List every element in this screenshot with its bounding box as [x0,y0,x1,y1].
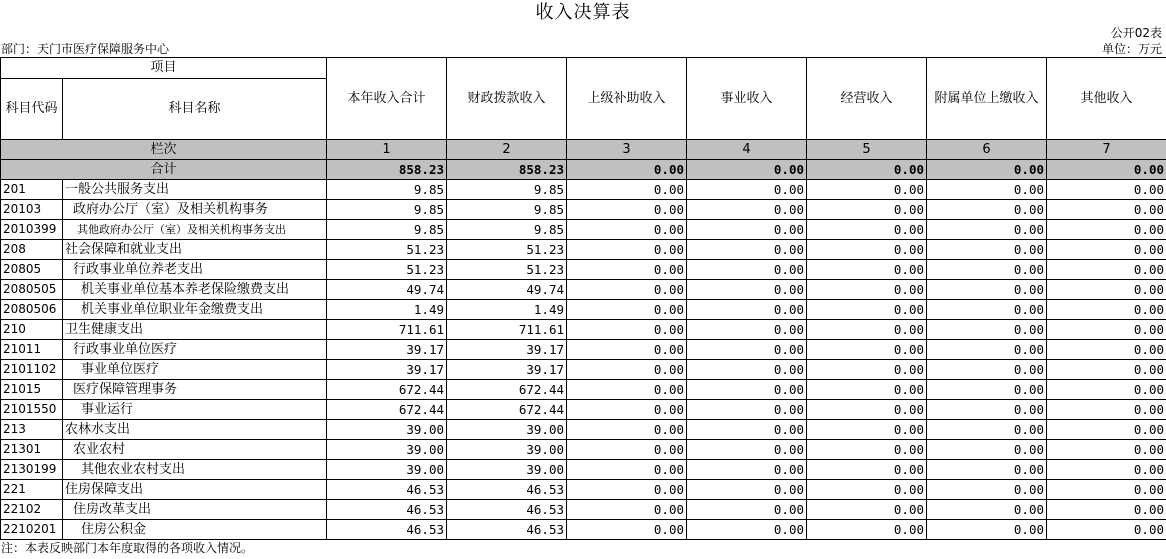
total-value: 0.00 [927,160,1047,180]
subject-code: 2101102 [1,360,63,380]
amount-cell: 39.17 [327,360,447,380]
amount-cell: 0.00 [927,320,1047,340]
amount-cell: 46.53 [447,480,567,500]
amount-cell: 0.00 [927,420,1047,440]
amount-cell: 39.00 [447,440,567,460]
total-value: 0.00 [567,160,687,180]
amount-cell: 0.00 [567,380,687,400]
total-value: 858.23 [447,160,567,180]
subject-name: 政府办公厅（室）及相关机构事务 [63,200,327,220]
amount-cell: 0.00 [567,460,687,480]
amount-cell: 711.61 [447,320,567,340]
amount-cell: 46.53 [447,500,567,520]
amount-cell: 0.00 [1047,260,1166,280]
total-value: 858.23 [327,160,447,180]
amount-cell: 0.00 [1047,380,1166,400]
amount-cell: 0.00 [687,480,807,500]
subject-name: 其他政府办公厅（室）及相关机构事务支出 [63,220,327,240]
amount-cell: 0.00 [687,220,807,240]
header-code: 科目代码 [1,79,63,140]
amount-cell: 0.00 [567,200,687,220]
index-number: 1 [327,140,447,160]
unit-label: 单位：万元 [1101,42,1162,56]
header-col-5: 经营收入 [807,58,927,140]
amount-cell: 0.00 [687,300,807,320]
amount-cell: 0.00 [807,260,927,280]
amount-cell: 0.00 [567,400,687,420]
amount-cell: 0.00 [567,500,687,520]
amount-cell: 46.53 [447,520,567,540]
amount-cell: 0.00 [567,440,687,460]
subject-name: 一般公共服务支出 [63,180,327,200]
index-number: 2 [447,140,567,160]
amount-cell: 0.00 [687,360,807,380]
subject-name: 事业单位医疗 [63,360,327,380]
subject-name: 事业运行 [63,400,327,420]
amount-cell: 0.00 [687,260,807,280]
amount-cell: 0.00 [567,520,687,540]
amount-cell: 0.00 [1047,520,1166,540]
amount-cell: 0.00 [927,220,1047,240]
amount-cell: 9.85 [327,200,447,220]
subject-name: 卫生健康支出 [63,320,327,340]
amount-cell: 0.00 [807,300,927,320]
amount-cell: 0.00 [807,480,927,500]
amount-cell: 51.23 [447,240,567,260]
amount-cell: 9.85 [327,220,447,240]
amount-cell: 51.23 [327,240,447,260]
index-number: 4 [687,140,807,160]
header-col-1: 本年收入合计 [327,58,447,140]
subject-code: 2130199 [1,460,63,480]
amount-cell: 0.00 [927,440,1047,460]
amount-cell: 0.00 [687,440,807,460]
subject-name: 农林水支出 [63,420,327,440]
total-value: 0.00 [807,160,927,180]
amount-cell: 0.00 [567,480,687,500]
amount-cell: 711.61 [327,320,447,340]
amount-cell: 39.00 [327,440,447,460]
amount-cell: 0.00 [567,300,687,320]
subject-code: 21301 [1,440,63,460]
subject-name: 其他农业农村支出 [63,460,327,480]
header-col-4: 事业收入 [687,58,807,140]
amount-cell: 0.00 [927,520,1047,540]
amount-cell: 9.85 [327,180,447,200]
amount-cell: 0.00 [1047,400,1166,420]
amount-cell: 0.00 [927,460,1047,480]
table-row [1,400,1166,420]
subject-code: 208 [1,240,63,260]
amount-cell: 0.00 [807,200,927,220]
amount-cell: 0.00 [807,240,927,260]
table-row [1,500,1166,520]
amount-cell: 0.00 [567,340,687,360]
amount-cell: 0.00 [927,280,1047,300]
amount-cell: 39.17 [327,340,447,360]
subject-name: 机关事业单位基本养老保险缴费支出 [63,280,327,300]
subject-name: 社会保障和就业支出 [63,240,327,260]
amount-cell: 0.00 [1047,320,1166,340]
index-number: 5 [807,140,927,160]
amount-cell: 1.49 [447,300,567,320]
amount-cell: 672.44 [447,380,567,400]
page-title: 收入决算表 [535,2,631,23]
amount-cell: 9.85 [447,220,567,240]
amount-cell: 39.17 [447,340,567,360]
index-number: 7 [1047,140,1166,160]
header-name: 科目名称 [63,79,327,140]
header-col-3: 上级补助收入 [567,58,687,140]
amount-cell: 0.00 [567,320,687,340]
subject-code: 22102 [1,500,63,520]
index-label: 栏次 [1,140,327,160]
amount-cell: 0.00 [1047,460,1166,480]
table-row [1,460,1166,480]
amount-cell: 9.85 [447,200,567,220]
total-label: 合计 [1,160,327,180]
subject-name: 行政事业单位养老支出 [63,260,327,280]
amount-cell: 39.00 [447,420,567,440]
header-item: 项目 [1,58,327,79]
amount-cell: 0.00 [687,520,807,540]
amount-cell: 0.00 [807,440,927,460]
amount-cell: 0.00 [927,400,1047,420]
amount-cell: 0.00 [1047,240,1166,260]
table-row [1,480,1166,500]
subject-code: 21015 [1,380,63,400]
department-label: 部门：天门市医疗保障服务中心 [1,42,170,56]
table-row [1,380,1166,400]
amount-cell: 0.00 [687,180,807,200]
amount-cell: 0.00 [687,320,807,340]
table-row [1,360,1166,380]
subject-code: 21011 [1,340,63,360]
amount-cell: 46.53 [327,520,447,540]
amount-cell: 0.00 [927,260,1047,280]
amount-cell: 0.00 [1047,360,1166,380]
table-row [1,180,1166,200]
amount-cell: 0.00 [807,220,927,240]
form-number: 公开02表 [1110,26,1162,40]
amount-cell: 46.53 [327,500,447,520]
amount-cell: 0.00 [927,200,1047,220]
amount-cell: 0.00 [1047,180,1166,200]
amount-cell: 0.00 [687,460,807,480]
amount-cell: 39.00 [447,460,567,480]
amount-cell: 0.00 [567,240,687,260]
subject-code: 20805 [1,260,63,280]
amount-cell: 0.00 [1047,440,1166,460]
total-value: 0.00 [687,160,807,180]
amount-cell: 0.00 [807,340,927,360]
amount-cell: 0.00 [687,500,807,520]
amount-cell: 0.00 [567,280,687,300]
subject-code: 210 [1,320,63,340]
table-row [1,520,1166,540]
subject-code: 213 [1,420,63,440]
amount-cell: 672.44 [327,400,447,420]
index-number: 3 [567,140,687,160]
amount-cell: 0.00 [807,320,927,340]
index-number: 6 [927,140,1047,160]
amount-cell: 39.00 [327,460,447,480]
subject-code: 2010399 [1,220,63,240]
table-row [1,420,1166,440]
amount-cell: 0.00 [687,400,807,420]
amount-cell: 39.17 [447,360,567,380]
subject-code: 2210201 [1,520,63,540]
amount-cell: 672.44 [447,400,567,420]
table-row [1,320,1166,340]
header-col-7: 其他收入 [1047,58,1166,140]
amount-cell: 0.00 [1047,480,1166,500]
subject-name: 行政事业单位医疗 [63,340,327,360]
amount-cell: 0.00 [567,260,687,280]
amount-cell: 0.00 [807,380,927,400]
amount-cell: 0.00 [567,420,687,440]
subject-name: 住房保障支出 [63,480,327,500]
amount-cell: 0.00 [1047,500,1166,520]
amount-cell: 0.00 [927,300,1047,320]
amount-cell: 51.23 [447,260,567,280]
amount-cell: 0.00 [1047,300,1166,320]
amount-cell: 0.00 [567,180,687,200]
subject-name: 机关事业单位职业年金缴费支出 [63,300,327,320]
amount-cell: 0.00 [807,420,927,440]
amount-cell: 1.49 [327,300,447,320]
table-row [1,220,1166,240]
subject-code: 2080506 [1,300,63,320]
amount-cell: 0.00 [687,200,807,220]
amount-cell: 0.00 [807,520,927,540]
amount-cell: 9.85 [447,180,567,200]
amount-cell: 0.00 [1047,420,1166,440]
amount-cell: 0.00 [687,380,807,400]
amount-cell: 0.00 [807,280,927,300]
amount-cell: 49.74 [327,280,447,300]
subject-name: 农业农村 [63,440,327,460]
income-table [0,57,1166,540]
amount-cell: 51.23 [327,260,447,280]
footnote: 注：本表反映部门本年度取得的各项收入情况。 [1,541,254,555]
amount-cell: 0.00 [687,240,807,260]
amount-cell: 0.00 [807,460,927,480]
subject-name: 医疗保障管理事务 [63,380,327,400]
subject-code: 201 [1,180,63,200]
amount-cell: 0.00 [807,360,927,380]
amount-cell: 0.00 [1047,280,1166,300]
amount-cell: 0.00 [927,480,1047,500]
amount-cell: 0.00 [927,380,1047,400]
subject-code: 221 [1,480,63,500]
subject-name: 住房公积金 [63,520,327,540]
amount-cell: 0.00 [807,500,927,520]
table-row [1,440,1166,460]
table-row [1,300,1166,320]
table-row [1,200,1166,220]
amount-cell: 0.00 [807,400,927,420]
amount-cell: 39.00 [327,420,447,440]
subject-code: 2101550 [1,400,63,420]
subject-code: 20103 [1,200,63,220]
table-row [1,260,1166,280]
amount-cell: 0.00 [687,420,807,440]
subject-code: 2080505 [1,280,63,300]
amount-cell: 0.00 [927,180,1047,200]
amount-cell: 46.53 [327,480,447,500]
amount-cell: 0.00 [567,220,687,240]
amount-cell: 0.00 [927,340,1047,360]
amount-cell: 0.00 [1047,200,1166,220]
amount-cell: 0.00 [567,360,687,380]
total-value: 0.00 [1047,160,1166,180]
table-row [1,340,1166,360]
header-col-2: 财政拨款收入 [447,58,567,140]
table-row [1,280,1166,300]
header-col-6: 附属单位上缴收入 [927,58,1047,140]
amount-cell: 0.00 [927,500,1047,520]
subject-name: 住房改革支出 [63,500,327,520]
amount-cell: 672.44 [327,380,447,400]
amount-cell: 0.00 [687,280,807,300]
table-row [1,240,1166,260]
amount-cell: 0.00 [927,360,1047,380]
amount-cell: 0.00 [807,180,927,200]
amount-cell: 0.00 [1047,340,1166,360]
amount-cell: 0.00 [687,340,807,360]
amount-cell: 49.74 [447,280,567,300]
amount-cell: 0.00 [927,240,1047,260]
amount-cell: 0.00 [1047,220,1166,240]
